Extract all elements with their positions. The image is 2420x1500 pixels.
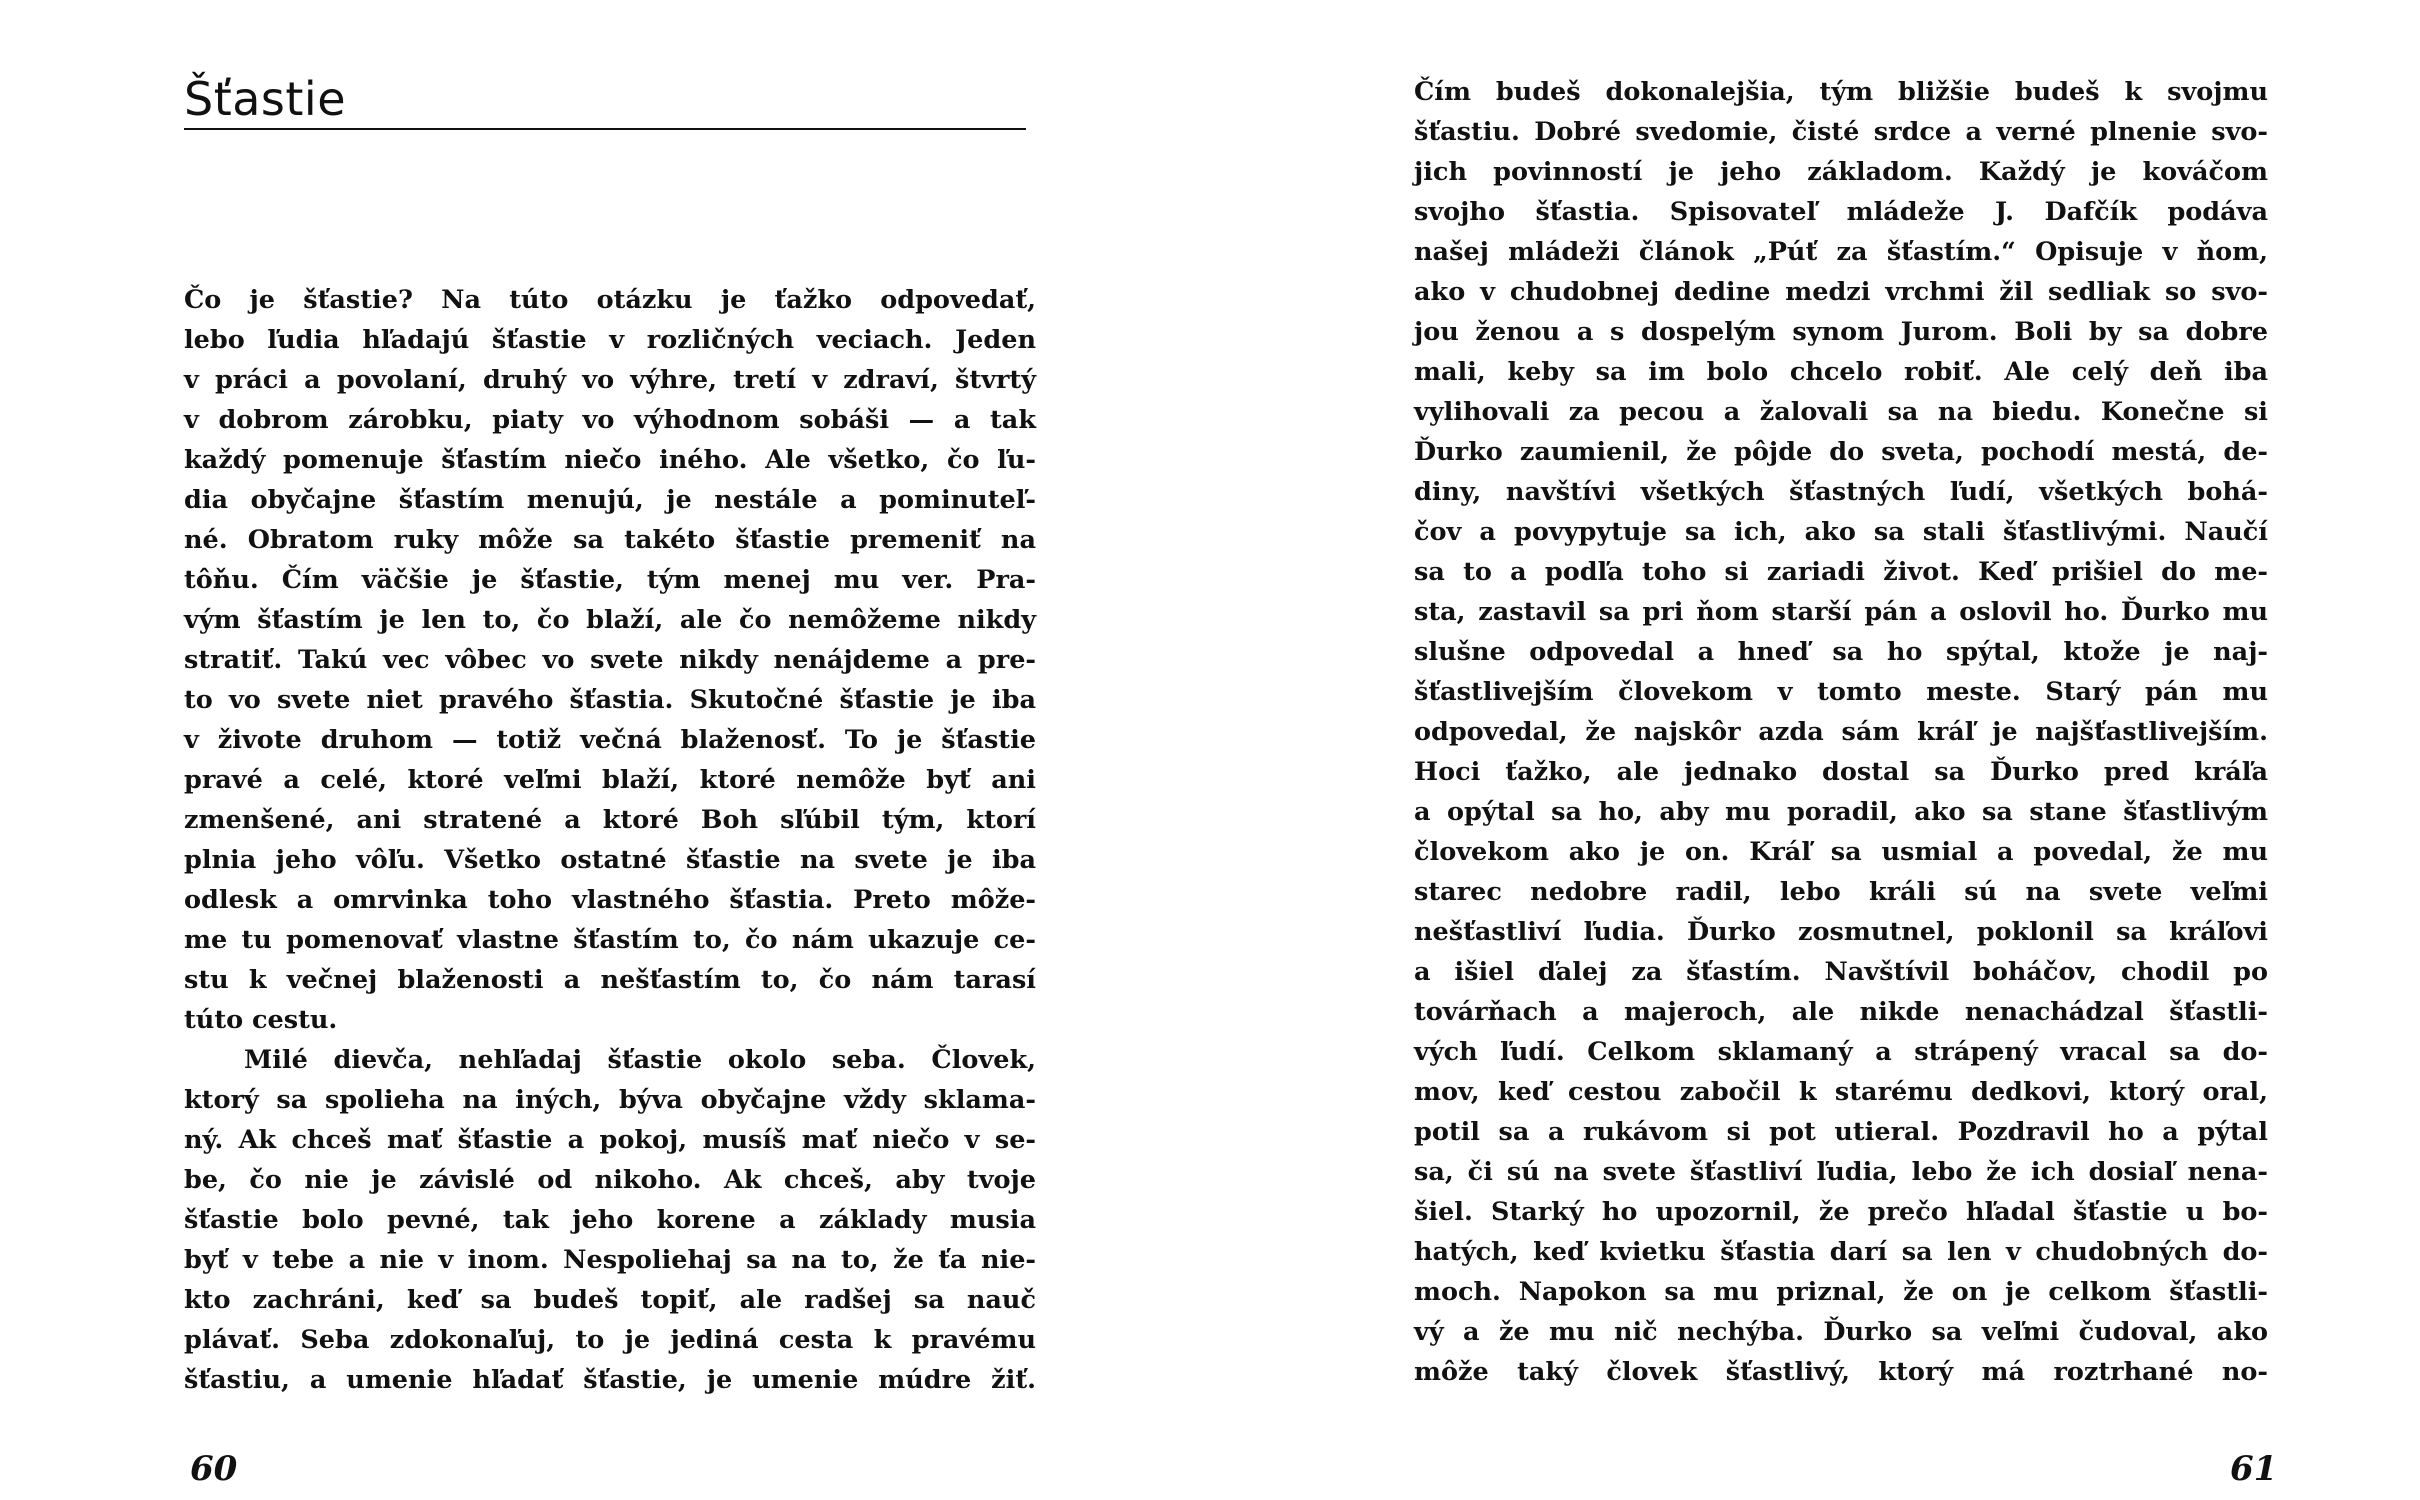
text-line: stu k večnej blaženosti a nešťastím to, čo nám tarasí <box>184 965 1036 995</box>
text-line: človekom ako je on. Kráľ sa usmial a povedal, že mu <box>1414 837 2268 867</box>
text-line: diny, navštívi všetkých šťastných ľudí, všetkých bohá- <box>1414 477 2268 507</box>
text-line: plnia jeho vôľu. Všetko ostatné šťastie na svete je iba <box>184 845 1036 875</box>
text-line: moch. Napokon sa mu priznal, že on je celkom šťastli- <box>1414 1277 2268 1307</box>
text-line: vý a že mu nič nechýba. Ďurko sa veľmi čudoval, ako <box>1414 1317 2268 1347</box>
text-line: šťastie bolo pevné, tak jeho korene a základy musia <box>184 1205 1036 1235</box>
text-line: plávať. Seba zdokonaľuj, to je jediná cesta k pravému <box>184 1325 1036 1355</box>
text-line: to vo svete niet pravého šťastia. Skutočné šťastie je iba <box>184 685 1036 715</box>
text-line: čov a povypytuje sa ich, ako sa stali šťastlivými. Naučí <box>1414 517 2268 547</box>
text-line: v živote druhom — totiž večná blaženosť. To je šťastie <box>184 725 1036 755</box>
text-line: Čím budeš dokonalejšia, tým bližšie budeš k svojmu <box>1414 77 2268 107</box>
text-line: šťastiu. Dobré svedomie, čisté srdce a verné plnenie svo- <box>1414 117 2268 147</box>
text-line: stratiť. Takú vec vôbec vo svete nikdy nenájdeme a pre- <box>184 645 1036 675</box>
text-line: zmenšené, ani stratené a ktoré Boh sľúbil tým, ktorí <box>184 805 1036 835</box>
text-line: továrňach a majeroch, ale nikde nenachádzal šťastli- <box>1414 997 2268 1027</box>
text-line: odlesk a omrvinka toho vlastného šťastia. Preto môže- <box>184 885 1036 915</box>
text-line: Milé dievča, nehľadaj šťastie okolo seba. Človek, <box>244 1045 1036 1075</box>
text-line: mov, keď cestou zabočil k starému dedkovi, ktorý oral, <box>1414 1077 2268 1107</box>
text-line: hatých, keď kvietku šťastia darí sa len v chudobných do- <box>1414 1237 2268 1267</box>
title-underline <box>184 128 1026 130</box>
text-line: môže taký človek šťastlivý, ktorý má roztrhané no- <box>1414 1357 2268 1387</box>
text-line: kto zachráni, keď sa budeš topiť, ale radšej sa nauč <box>184 1285 1036 1315</box>
text-line: odpovedal, že najskôr azda sám kráľ je najšťastlivejším. <box>1414 717 2268 747</box>
text-line: v práci a povolaní, druhý vo výhre, tretí v zdraví, štvrtý <box>184 365 1036 395</box>
text-line: šiel. Starký ho upozornil, že prečo hľadal šťastie u bo- <box>1414 1197 2268 1227</box>
text-line: ako v chudobnej dedine medzi vrchmi žil sedliak so svo- <box>1414 277 2268 307</box>
text-line: svojho šťastia. Spisovateľ mládeže J. Dafčík podáva <box>1414 197 2268 227</box>
text-line: lebo ľudia hľadajú šťastie v rozličných veciach. Jeden <box>184 325 1036 355</box>
text-line: Hoci ťažko, ale jednako dostal sa Ďurko pred kráľa <box>1414 757 2268 787</box>
text-line: vým šťastím je len to, čo blaží, ale čo nemôžeme nikdy <box>184 605 1036 635</box>
text-line: sta, zastavil sa pri ňom starší pán a oslovil ho. Ďurko mu <box>1414 597 2268 627</box>
page-number-left: 60 <box>190 1449 238 1489</box>
text-line: né. Obratom ruky môže sa takéto šťastie premeniť na <box>184 525 1036 555</box>
text-line: mali, keby sa im bolo chcelo robiť. Ale celý deň iba <box>1414 357 2268 387</box>
text-line: be, čo nie je závislé od nikoho. Ak chceš, aby tvoje <box>184 1165 1036 1195</box>
text-line: byť v tebe a nie v inom. Nespoliehaj sa na to, že ťa nie- <box>184 1245 1036 1275</box>
text-line: každý pomenuje šťastím niečo iného. Ale všetko, čo ľu- <box>184 445 1036 475</box>
text-line: v dobrom zárobku, piaty vo výhodnom sobáši — a tak <box>184 405 1036 435</box>
text-line: vých ľudí. Celkom sklamaný a strápený vracal sa do- <box>1414 1037 2268 1067</box>
text-line: nešťastliví ľudia. Ďurko zosmutnel, poklonil sa kráľovi <box>1414 917 2268 947</box>
text-line: potil sa a rukávom si pot utieral. Pozdravil ho a pýtal <box>1414 1117 2268 1147</box>
page-number-right: 61 <box>2230 1449 2278 1489</box>
text-line: jou ženou a s dospelým synom Jurom. Boli by sa dobre <box>1414 317 2268 347</box>
text-line: sa to a podľa toho si zariadi život. Keď prišiel do me- <box>1414 557 2268 587</box>
text-line: me tu pomenovať vlastne šťastím to, čo nám ukazuje ce- <box>184 925 1036 955</box>
text-line: ný. Ak chceš mať šťastie a pokoj, musíš mať niečo v se- <box>184 1125 1036 1155</box>
right-page <box>1210 0 2420 1500</box>
text-line: jich povinností je jeho základom. Každý je kováčom <box>1414 157 2268 187</box>
text-line: vylihovali za pecou a žalovali sa na biedu. Konečne si <box>1414 397 2268 427</box>
left-page-text <box>184 280 1036 1400</box>
text-line: ktorý sa spolieha na iných, býva obyčajne vždy sklama- <box>184 1085 1036 1115</box>
text-line: starec nedobre radil, lebo králi sú na svete veľmi <box>1414 877 2268 907</box>
text-line: šťastlivejším človekom v tomto meste. Starý pán mu <box>1414 677 2268 707</box>
text-line: Ďurko zaumienil, že pôjde do sveta, pochodí mestá, de- <box>1414 437 2268 467</box>
text-line: slušne odpovedal a hneď sa ho spýtal, ktože je naj- <box>1414 637 2268 667</box>
text-line: a išiel ďalej za šťastím. Navštívil boháčov, chodil po <box>1414 957 2268 987</box>
text-line: a opýtal sa ho, aby mu poradil, ako sa stane šťastlivým <box>1414 797 2268 827</box>
text-line: dia obyčajne šťastím menujú, je nestále a pominuteľ- <box>184 485 1036 515</box>
chapter-title: Šťastie <box>184 72 347 126</box>
text-line: našej mládeži článok „Púť za šťastím.“ Opisuje v ňom, <box>1414 237 2268 267</box>
text-line: šťastiu, a umenie hľadať šťastie, je umenie múdre žiť. <box>184 1365 1036 1395</box>
right-page-text <box>1414 72 2268 1392</box>
text-line: tôňu. Čím väčšie je šťastie, tým menej mu ver. Pra- <box>184 565 1036 595</box>
text-line: sa, či sú na svete šťastliví ľudia, lebo že ich dosiaľ nena- <box>1414 1157 2268 1187</box>
text-line: pravé a celé, ktoré veľmi blaží, ktoré nemôže byť ani <box>184 765 1036 795</box>
text-line: túto cestu. <box>184 1005 338 1035</box>
text-line: Čo je šťastie? Na túto otázku je ťažko odpovedať, <box>184 285 1036 315</box>
